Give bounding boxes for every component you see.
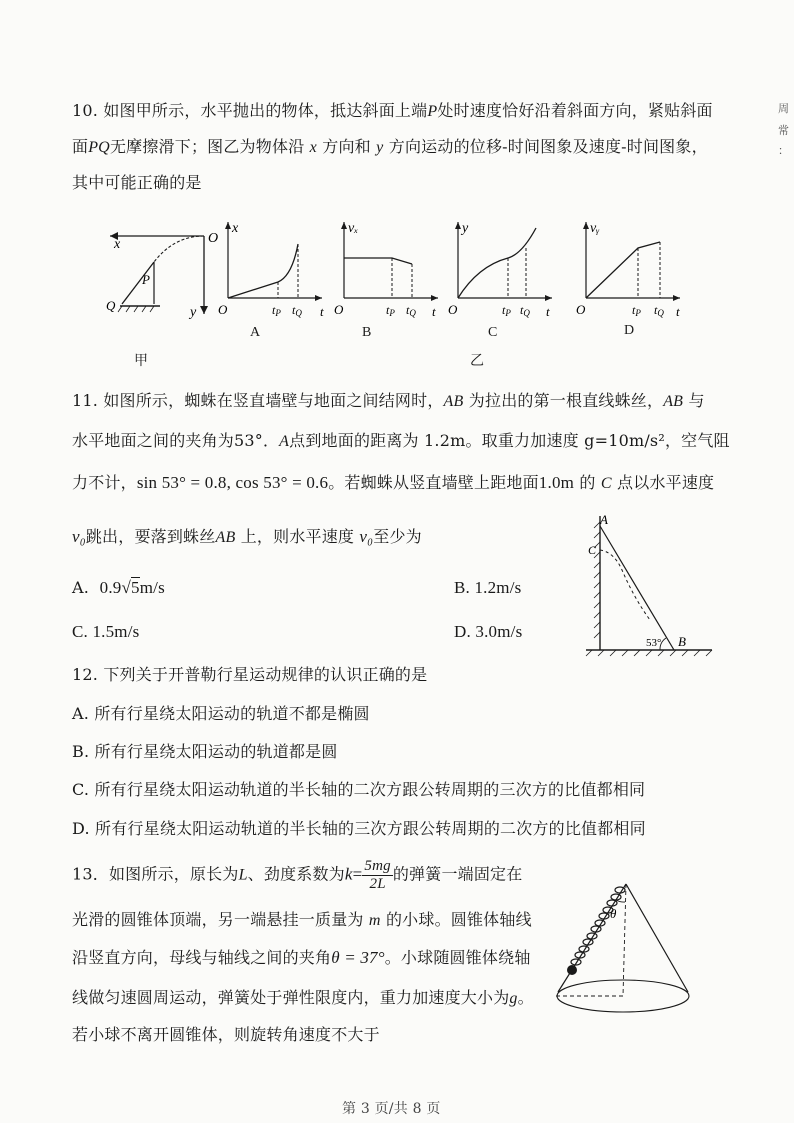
- q13-text-4: 线做匀速圆周运动，弹簧处于弹性限度内，重力加速度大小为: [72, 988, 510, 1007]
- q11-line-4: [72, 524, 422, 547]
- q13-text-1a: 13．如图所示，原长为: [72, 864, 239, 884]
- jia-q-label: Q: [106, 298, 116, 313]
- q13-line-5: 若小球不离开圆锥体，则旋转角速度不大于: [72, 1025, 380, 1044]
- q10-text-2d: 方向运动的位移-时间图象及速度-时间图象，: [388, 137, 708, 156]
- q11-text-4b: 上，则水平速度: [240, 527, 355, 546]
- opt-label-d: D: [624, 323, 635, 338]
- q11-line-3: [72, 470, 714, 493]
- q11-option-a: [72, 578, 165, 598]
- q10-graph-b: [334, 218, 444, 318]
- margin-mark-3: ：: [778, 144, 789, 157]
- d-tq-label: tQ: [654, 303, 664, 318]
- opt-label-b: B: [362, 325, 372, 340]
- a-t-label: t: [320, 304, 324, 319]
- q11-text-3b: 。若蜘蛛从竖直墙壁上距地面: [328, 473, 539, 492]
- q13-line-3: [72, 945, 531, 968]
- opt-label-a: A: [250, 325, 261, 340]
- q11-v0-2: v₀: [359, 527, 374, 546]
- q11-ab-1: AB: [443, 393, 464, 410]
- q10-figure-jia: [104, 222, 220, 322]
- q10-pq-var: PQ: [88, 139, 110, 156]
- q10-graph-c: [448, 218, 558, 318]
- q13-equals: =: [352, 864, 363, 884]
- q11-a-var: A: [279, 433, 290, 450]
- q11-fig-a-label: A: [600, 512, 608, 527]
- b-t-label: t: [432, 304, 436, 319]
- a-tp-label: tP: [272, 303, 281, 318]
- ball-icon: [567, 965, 577, 975]
- q13-m-var: m: [368, 912, 381, 929]
- d-y-label: vᵧ: [590, 221, 600, 236]
- q11-text-3a: 力不计，: [72, 473, 137, 492]
- q11-opt-a-radicand: 5: [131, 578, 140, 597]
- q12-option-a: A. 所有行星绕太阳运动的轨道不都是椭圆: [72, 704, 370, 723]
- q11-text-4c: 至少为: [373, 527, 422, 546]
- q13-text-1b: 、劲度系数为: [247, 864, 345, 884]
- q12-option-d: D. 所有行星绕太阳运动轨道的半长轴的三次方跟公转周期的二次方的比值都相同: [72, 819, 646, 838]
- q11-option-b: B. 1.2m/s: [454, 578, 522, 597]
- q11-fig-c-label: C: [588, 543, 597, 557]
- q11-text-2b: 点到地面的距离为 1.2m。取重力加速度 g=10m/s²，空气阻: [289, 431, 730, 450]
- q10-text-2b: 无摩擦滑下；图乙为物体沿: [109, 137, 305, 156]
- q10-p-var: P: [427, 103, 438, 120]
- q12-option-b: B. 所有行星绕太阳运动的轨道都是圆: [72, 742, 338, 761]
- c-y-label: y: [462, 221, 469, 236]
- q11-opt-a-label: A.: [72, 578, 90, 597]
- q13-cone-figure: [546, 876, 696, 1036]
- sqrt-icon: √: [121, 578, 132, 597]
- q11-option-d: D. 3.0m/s: [454, 622, 523, 641]
- q11-fig-angle-label: 53°: [646, 637, 662, 649]
- jia-o-label: O: [208, 231, 219, 246]
- q10-line-2: [72, 134, 708, 157]
- q10-line-3: 其中可能正确的是: [72, 173, 202, 192]
- q11-text-2: 水平地面之间的夹角为53°．: [72, 431, 280, 450]
- q13-line-1: [72, 858, 522, 892]
- q11-distance: 1.0m: [538, 473, 575, 492]
- d-tp-label: tP: [632, 303, 641, 318]
- fig-yi-caption: 乙: [470, 354, 484, 369]
- q12-option-c: C. 所有行星绕太阳运动轨道的半长轴的二次方跟公转周期的三次方的比值都相同: [72, 780, 646, 799]
- q13-k-var: k: [344, 864, 353, 884]
- b-tq-label: tQ: [406, 303, 416, 318]
- q10-text-2c: 方向和: [322, 137, 371, 156]
- margin-mark-2: 常: [778, 124, 789, 137]
- page-footer: 第 3 页/共 8 页: [342, 1101, 441, 1117]
- q13-text-3b: 。小球随圆锥体绕轴: [384, 948, 531, 967]
- b-o-label: O: [334, 302, 344, 317]
- q10-text-1: 10. 如图甲所示，水平抛出的物体，抵达斜面上端: [72, 101, 428, 120]
- b-y-label: vₓ: [348, 221, 359, 236]
- q13-text-4b: 。: [517, 988, 534, 1007]
- q13-l-var: L: [238, 866, 248, 884]
- c-t-label: t: [546, 304, 550, 319]
- a-y-label: x: [232, 221, 239, 236]
- q13-g-var: g: [509, 990, 518, 1007]
- q10-text-2a: 面: [72, 137, 89, 156]
- q11-text-3d: 点以水平速度: [617, 473, 715, 492]
- d-o-label: O: [576, 302, 586, 317]
- q13-frac-num: 5mg: [364, 858, 391, 874]
- q11-spider-figure: [586, 508, 716, 660]
- q11-opt-a-unit: m/s: [139, 578, 165, 597]
- q10-line-1: [72, 98, 713, 121]
- q12-stem: 12. 下列关于开普勒行星运动规律的认识正确的是: [72, 665, 428, 684]
- q13-theta-value: θ = 37°: [331, 948, 385, 967]
- q10-y-var: y: [376, 139, 384, 156]
- q11-text-1b: 为拉出的第一根直线蛛丝，: [468, 391, 664, 410]
- c-tp-label: tP: [502, 303, 511, 318]
- q13-fraction: [362, 858, 392, 892]
- q13-line-2: [72, 907, 532, 930]
- q11-v0-1: v₀: [72, 527, 86, 546]
- q11-ab-3: AB: [215, 529, 236, 546]
- q13-text-2: 光滑的圆锥体顶端，另一端悬挂一质量为: [72, 910, 364, 929]
- jia-p-label: P: [142, 272, 150, 287]
- a-o-label: O: [218, 302, 228, 317]
- q11-opt-a-coef: 0.9: [99, 578, 122, 597]
- q11-trig-values: sin 53° = 0.8, cos 53° = 0.6: [136, 473, 329, 492]
- q11-text-3c: 的: [579, 473, 596, 492]
- q10-x-var: x: [309, 139, 317, 156]
- q13-text-2b: 的小球。圆锥体轴线: [385, 910, 532, 929]
- c-tq-label: tQ: [520, 303, 530, 318]
- q11-fig-b-label: B: [678, 634, 686, 649]
- a-tq-label: tQ: [292, 303, 302, 318]
- q11-line-1: [72, 388, 705, 411]
- margin-mark-1: 周: [778, 102, 789, 115]
- q13-text-3a: 沿竖直方向，母线与轴线之间的夹角: [72, 948, 332, 967]
- q10-graph-d: [576, 218, 686, 318]
- q13-text-1c: 的弹簧一端固定在: [392, 864, 523, 884]
- q11-option-c: C. 1.5m/s: [72, 622, 140, 641]
- b-tp-label: tP: [386, 303, 395, 318]
- jia-x-label: x: [114, 237, 121, 252]
- q10-text-1-tail: 处时速度恰好沿着斜面方向，紧贴斜面: [437, 101, 713, 120]
- q13-fig-theta: θ: [610, 906, 617, 921]
- q11-c-var: C: [600, 475, 612, 492]
- c-o-label: O: [448, 302, 458, 317]
- opt-label-c: C: [488, 325, 498, 340]
- q13-frac-den: 2L: [369, 875, 386, 892]
- fig-jia-caption: 甲: [134, 354, 148, 369]
- q10-graph-a: [218, 218, 328, 318]
- d-t-label: t: [676, 304, 680, 319]
- jia-y-label: y: [190, 305, 197, 320]
- q11-line-2: [72, 428, 730, 451]
- q11-text-4a: 跳出，要落到蛛丝: [85, 527, 216, 546]
- q11-text-1a: 11. 如图所示，蜘蛛在竖直墙壁与地面之间结网时，: [72, 391, 444, 410]
- q13-line-4: [72, 985, 534, 1008]
- q11-ab-2: AB: [663, 393, 684, 410]
- q11-text-1c: 与: [688, 391, 705, 410]
